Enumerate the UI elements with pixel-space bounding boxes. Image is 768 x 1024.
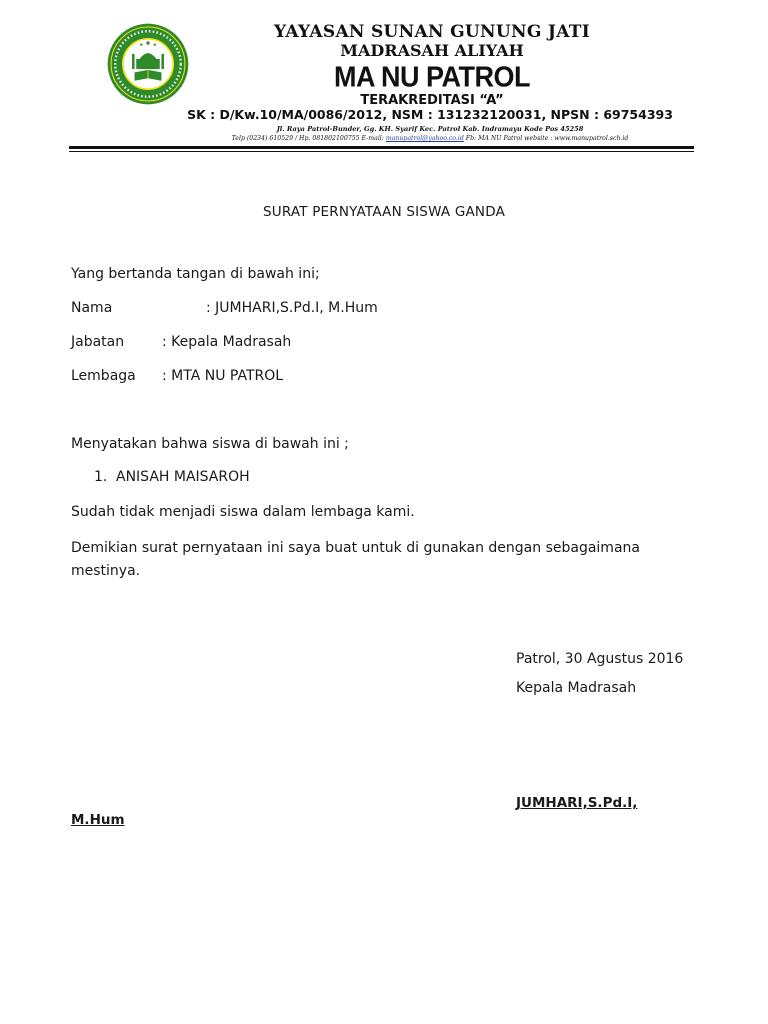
registration-numbers: SK : D/Kw.10/MA/0086/2012, NSM : 131232120031, NPSN : 69754393 [187, 107, 673, 122]
foundation-name: YAYASAN SUNAN GUNUNG JATI [274, 22, 590, 42]
opening-line: Yang bertanda tangan di bawah ini; [71, 266, 320, 282]
field-label-position: Jabatan [71, 334, 125, 350]
contact-suffix: Fb: MA NU Patrol website : www.manupatrol.sch.id [465, 135, 629, 142]
signer-name-part1: JUMHARI,S.Pd.I, [516, 795, 638, 811]
student-number: 1. [94, 469, 108, 485]
student-name: ANISAH MAISAROH [116, 469, 250, 485]
field-value-institution: : MTA NU PATROL [162, 368, 284, 384]
field-value-name: : JUMHARI,S.Pd.I, M.Hum [206, 300, 378, 316]
letterhead-rule-thin [69, 151, 694, 152]
status-line: Sudah tidak menjadi siswa dalam lembaga kami. [71, 504, 415, 520]
school-name: MA NU PATROL [334, 61, 530, 93]
signer-position: Kepala Madrasah [516, 680, 637, 696]
signer-name-part2: M.Hum [71, 812, 125, 828]
contact-prefix: Telp (0234) 610529 / Hp. 081802100755 E-mail: [231, 135, 384, 142]
field-label-name: Nama [71, 300, 113, 316]
closing-paragraph: Demikian surat pernyataan ini saya buat untuk di gunakan dengan sebagaimana mestinya. [71, 540, 640, 579]
school-level: MADRASAH ALIYAH [340, 41, 524, 60]
statement-line: Menyatakan bahwa siswa di bawah ini ; [71, 436, 349, 452]
letterhead-rule-thick [69, 146, 694, 149]
field-label-institution: Lembaga [71, 368, 136, 384]
accreditation-status: TERAKREDITASI “A” [360, 93, 504, 108]
field-value-position: : Kepala Madrasah [162, 334, 292, 350]
letter-title: SURAT PERNYATAAN SISWA GANDA [262, 204, 506, 220]
school-address: Jl. Raya Patrol-Bunder, Gg. KH. Syarif Kec. Patrol Kab. Indramayu Kode Pos 45258 [276, 125, 584, 133]
school-contact [128, 135, 732, 142]
place-and-date: Patrol, 30 Agustus 2016 [516, 651, 684, 667]
email-link[interactable]: manupatrol@yahoo.co.id [385, 135, 464, 142]
